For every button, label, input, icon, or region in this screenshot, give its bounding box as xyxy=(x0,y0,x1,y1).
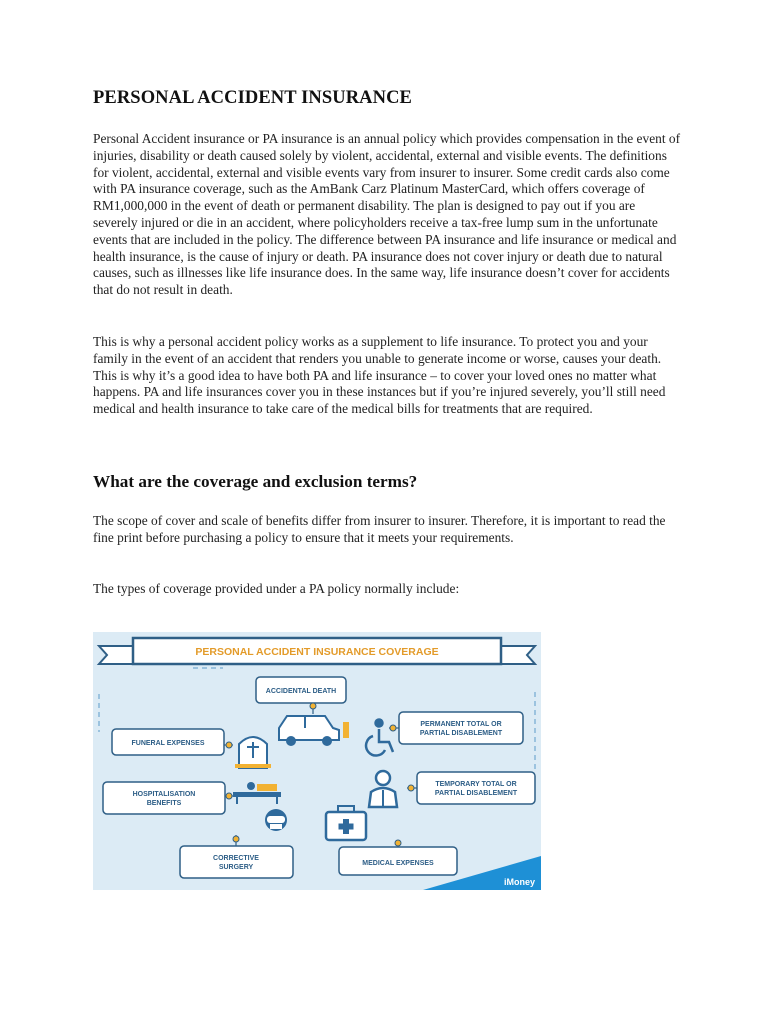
label-surgery-line1: CORRECTIVE xyxy=(213,855,259,862)
infographic-background xyxy=(93,632,541,890)
banner xyxy=(99,638,535,664)
label-hospitalisation-line1: HOSPITALISATION xyxy=(132,791,196,798)
coverage-intro-paragraph: The types of coverage provided under a PA policy normally include: xyxy=(93,581,460,596)
scope-paragraph: The scope of cover and scale of benefits differ from insurer to insurer. Therefore, it is important to read the fine print before purchasing a policy to ensure that it meets your requirements. xyxy=(93,513,666,545)
label-accidental-death: ACCIDENTAL DEATH xyxy=(265,688,337,695)
label-temporary-line2: PARTIAL DISABLEMENT xyxy=(434,790,518,797)
box-permanent-disablement xyxy=(399,712,523,744)
box-corrective-surgery xyxy=(180,846,293,878)
box-hospitalisation-benefits xyxy=(103,782,225,814)
first-aid-kit-icon xyxy=(326,806,366,840)
coverage-infographic xyxy=(93,632,541,890)
box-temporary-disablement xyxy=(417,772,535,804)
label-permanent-line2: PARTIAL DISABLEMENT xyxy=(419,730,503,737)
section-heading: What are the coverage and exclusion terms? xyxy=(93,472,418,491)
label-funeral-expenses: FUNERAL EXPENSES xyxy=(131,740,205,747)
surgeon-icon xyxy=(265,809,287,831)
label-medical-expenses: MEDICAL EXPENSES xyxy=(362,860,434,867)
supplement-paragraph: This is why a personal accident policy works as a supplement to life insurance. To protect you and your family in the event of an accident that renders you unable to generate income or worse, causes your death. This is why it’s a good idea to have both PA and life insurance – to cover your loved ones no matter what happens. PA and life insurances cover you in these instances but if you’re injured severely, you’ll still need medical and health insurance to take care of the medical bills for treatments that are required. xyxy=(93,334,666,417)
coffin-icon xyxy=(235,737,271,768)
label-surgery-line2: SURGERY xyxy=(218,864,254,871)
label-temporary-line1: TEMPORARY TOTAL OR xyxy=(435,781,517,788)
imoney-logo: iMoney xyxy=(503,877,535,887)
banner-title: PERSONAL ACCIDENT INSURANCE COVERAGE xyxy=(195,646,439,658)
label-hospitalisation-line2: BENEFITS xyxy=(146,800,182,807)
page-title: PERSONAL ACCIDENT INSURANCE xyxy=(93,88,412,108)
intro-paragraph: Personal Accident insurance or PA insurance is an annual policy which provides compensation in the event of injuries, disability or death caused solely by violent, accidental, external and visible events. The definitions for violent, accidental, external and visible events vary from insurer to insurer. Some credit cards also come with PA insurance coverage, such as the AmBank Carz Platinum MasterCard, which offers coverage of RM1,000,000 in the event of death or permanent disability. The plan is designed to pay out if you are severely injured or die in an accident, where policyholders receive a tax-free lump sum in the unfortunate events that are included in the policy. The difference between PA insurance and life insurance or medical and health insurance, is the cause of injury or death. PA insurance does not cover injury or death due to natural causes, such as illnesses like life insurance does. In the same way, life insurance doesn’t cover for accidents that do not result in death. xyxy=(93,131,681,298)
label-permanent-line1: PERMANENT TOTAL OR xyxy=(420,721,502,728)
